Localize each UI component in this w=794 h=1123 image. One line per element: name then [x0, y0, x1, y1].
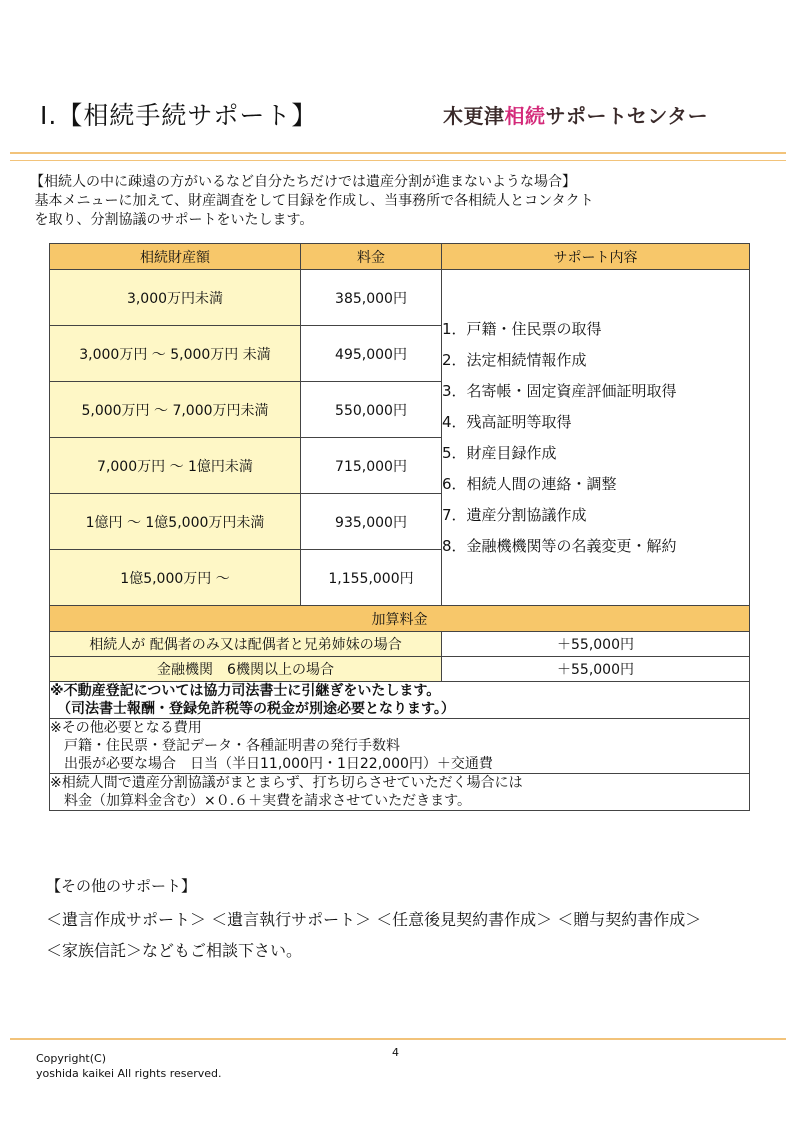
list-item: 3．名寄帳・固定資産評価証明取得: [442, 381, 677, 400]
note-line: 料金（加算料金含む）×０.６＋実費を請求させていただきます。: [50, 793, 472, 809]
copyright-line-1: Copyright(C): [36, 1052, 107, 1065]
list-item: 2．法定相続情報作成: [442, 350, 587, 369]
amount-cell: 5,000万円 ～ 7,000万円未満: [50, 382, 301, 438]
page-number: 4: [392, 1046, 399, 1059]
fee-cell: 385,000円: [301, 270, 442, 326]
list-item: 8．金融機機関等の名義変更・解約: [442, 536, 677, 555]
table-row: [50, 719, 750, 774]
other-support-title: 【その他のサポート】: [46, 877, 197, 895]
fee-cell: 935,000円: [301, 494, 442, 550]
footer-divider: [10, 1038, 786, 1040]
note-line: （司法書士報酬・登録免許税等の税金が別途必要となります。）: [50, 701, 455, 717]
amount-cell: 1億5,000万円 ～: [50, 550, 301, 606]
amount-cell: 3,000万円 ～ 5,000万円 未満: [50, 326, 301, 382]
other-support-text: [46, 904, 701, 966]
other-support-line-2: ＜家族信託＞などもご相談下さい。: [46, 941, 303, 960]
other-support-line-1: ＜遺言作成サポート＞ ＜遺言執行サポート＞ ＜任意後見契約書作成＞ ＜贈与契約書作成＞: [46, 910, 702, 929]
fee-cell: 1,155,000円: [301, 550, 442, 606]
additional-fee-label: 相続人が 配偶者のみ又は配偶者と兄弟姉妹の場合: [50, 632, 442, 657]
brand-highlight: 相続: [504, 104, 546, 128]
table-header-row: [50, 244, 750, 270]
header-amount: 相続財産額: [50, 244, 301, 270]
intro-line-1: 【相続人の中に疎遠の方がいるなど自分たちだけでは遺産分割が進まないような場合】: [30, 174, 576, 190]
intro-line-2: 基本メニューに加えて、財産調査をして目録を作成し、当事務所で各相続人とコンタクト: [30, 193, 594, 209]
fee-cell: 495,000円: [301, 326, 442, 382]
list-item: 1．戸籍・住民票の取得: [442, 319, 602, 338]
additional-fee-header-row: [50, 606, 750, 632]
fee-cell: 550,000円: [301, 382, 442, 438]
header-divider-thin: [10, 160, 786, 161]
amount-cell: 7,000万円 ～ 1億円未満: [50, 438, 301, 494]
note-other-costs: [50, 719, 750, 774]
header-divider-thick: [10, 152, 786, 154]
additional-fee-value: ＋55,000円: [442, 657, 750, 682]
amount-cell: 3,000万円未満: [50, 270, 301, 326]
additional-fee-label: 金融機関 6機関以上の場合: [50, 657, 442, 682]
fee-cell: 715,000円: [301, 438, 442, 494]
note-line: ※相続人間で遺産分割協議がまとまらず、打ち切らさせていただく場合には: [50, 775, 523, 791]
table-row: [50, 774, 750, 811]
brand-logo-text: [443, 100, 708, 129]
additional-fee-value: ＋55,000円: [442, 632, 750, 657]
amount-cell: 1億円 ～ 1億5,000万円未満: [50, 494, 301, 550]
intro-line-3: を取り、分割協議のサポートをいたします。: [30, 212, 314, 228]
table-row: [50, 682, 750, 719]
table-row: [50, 632, 750, 657]
list-item: 4．残高証明等取得: [442, 412, 572, 431]
additional-fee-header: 加算料金: [50, 606, 750, 632]
brand-pre: 木更津: [443, 104, 505, 128]
list-item: 7．遺産分割協議作成: [442, 505, 587, 524]
support-content-list: [442, 314, 749, 562]
note-line: 出張が必要な場合 日当（半日11,000円・1日22,000円）＋交通費: [50, 756, 493, 772]
brand-post: サポートセンター: [545, 104, 709, 128]
support-content-cell: [442, 270, 750, 606]
header-content: サポート内容: [442, 244, 750, 270]
intro-text: [30, 173, 594, 230]
note-registration: [50, 682, 750, 719]
fee-table: [49, 243, 750, 811]
note-line: ※その他必要となる費用: [50, 720, 202, 736]
table-row: [50, 270, 750, 326]
copyright-line-2: yoshida kaikei All rights reserved.: [36, 1067, 222, 1080]
list-item: 6．相続人間の連絡・調整: [442, 474, 617, 493]
note-line: ※不動産登記については協力司法書士に引継ぎをいたします。: [50, 683, 441, 699]
page-title: Ⅰ.【相続手続サポート】: [40, 101, 318, 130]
copyright: [36, 1051, 222, 1081]
list-item: 5．財産目録作成: [442, 443, 557, 462]
note-line: 戸籍・住民票・登記データ・各種証明書の発行手数料: [50, 738, 400, 754]
header-fee: 料金: [301, 244, 442, 270]
table-row: [50, 657, 750, 682]
note-termination: [50, 774, 750, 811]
